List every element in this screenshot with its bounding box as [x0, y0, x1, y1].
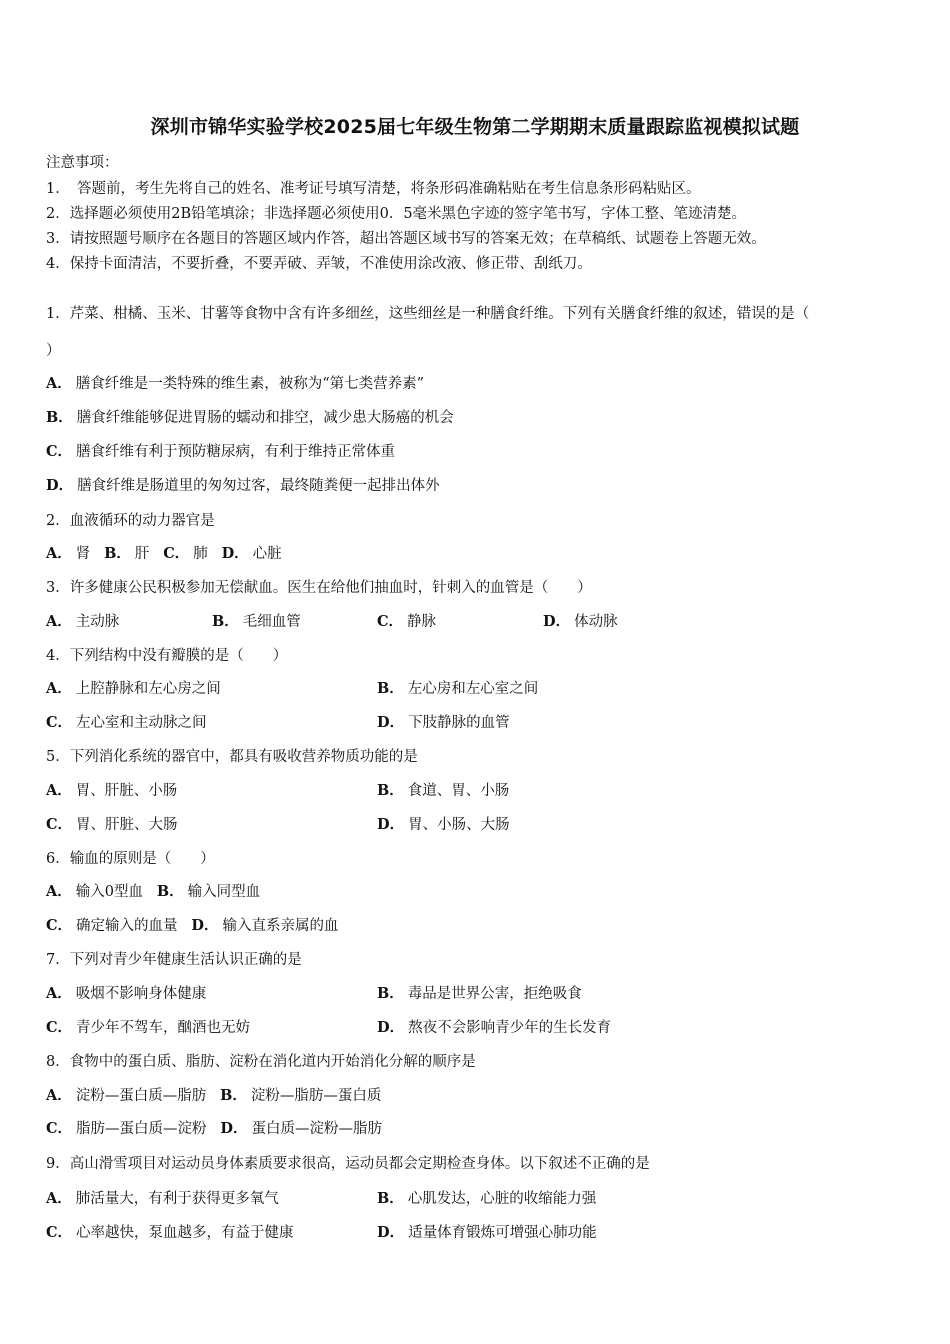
notice-item: 3．请按照题号顺序在各题目的答题区域内作答，超出答题区域书写的答案无效；在草稿纸、试题卷上答题无效。: [46, 231, 766, 247]
option-b[interactable]: [220, 1088, 381, 1104]
notice-item: 1． 答题前，考生先将自己的姓名、准考证号填写清楚，将条形码准确粘贴在考生信息条形码粘贴区。: [46, 181, 701, 197]
option-text: 上腔静脉和左心房之间: [75, 681, 221, 697]
option-text: 蛋白质—淀粉—脂肪: [251, 1121, 382, 1137]
notice-heading: 注意事项：: [46, 155, 119, 171]
option-label: C．: [46, 443, 73, 460]
option-text: 输入同型血: [187, 884, 261, 900]
option-label: B．: [46, 409, 73, 426]
option-c[interactable]: [46, 813, 178, 834]
option-d[interactable]: [191, 918, 338, 934]
option-text: 心脏: [252, 546, 282, 562]
option-b[interactable]: [377, 1187, 596, 1208]
option-label: A．: [46, 985, 72, 1002]
option-c[interactable]: [377, 610, 436, 631]
option-label: D．: [46, 477, 74, 494]
option-d[interactable]: [222, 546, 282, 562]
option-text: 静脉: [407, 614, 437, 630]
option-text: 输入0型血: [75, 884, 143, 900]
option-c[interactable]: [46, 918, 178, 934]
option-text: 食道、胃、小肠: [407, 783, 510, 799]
option-d[interactable]: [543, 610, 618, 631]
option-text: 膳食纤维是一类特殊的维生素，被称为“第七类营养素”: [75, 376, 425, 392]
option-b[interactable]: [46, 406, 454, 427]
option-label: A．: [46, 883, 72, 900]
option-label: C．: [46, 714, 73, 731]
option-d[interactable]: [220, 1121, 382, 1137]
option-text: 淀粉—蛋白质—脂肪: [75, 1088, 207, 1104]
option-text: 左心房和左心室之间: [407, 681, 539, 697]
option-label: B．: [377, 782, 404, 799]
option-a[interactable]: [46, 779, 177, 800]
option-label: D．: [220, 1120, 248, 1137]
option-label: C．: [377, 613, 404, 630]
page-title: 深圳市锦华实验学校2025届七年级生物第二学期期末质量跟踪监视模拟试题: [150, 116, 800, 138]
option-d[interactable]: [377, 1016, 611, 1037]
option-d[interactable]: [377, 813, 510, 834]
option-text: 淀粉—脂肪—蛋白质: [250, 1088, 382, 1104]
option-label: B．: [212, 613, 239, 630]
question-stem: 9．高山滑雪项目对运动员身体素质要求很高，运动员都会定期检查身体。以下叙述不正确的是: [46, 1156, 650, 1172]
question-stem-cont: ）: [46, 343, 61, 359]
option-label: C．: [163, 545, 190, 562]
question-stem: 8．食物中的蛋白质、脂肪、淀粉在消化道内开始消化分解的顺序是: [46, 1054, 476, 1070]
option-text: 胃、肝脏、大肠: [76, 817, 178, 833]
question-stem: 2．血液循环的动力器官是: [46, 513, 215, 529]
option-text: 毒品是世界公害，拒绝吸食: [407, 986, 582, 1002]
option-text: 确定输入的血量: [76, 918, 178, 934]
option-a[interactable]: [46, 884, 143, 900]
option-a[interactable]: [46, 610, 119, 631]
option-label: B．: [104, 545, 131, 562]
option-d[interactable]: [377, 711, 510, 732]
option-label: D．: [377, 1224, 405, 1241]
options-row: [46, 1117, 382, 1138]
option-text: 心率越快，泵血越多，有益于健康: [76, 1225, 294, 1241]
option-label: A．: [46, 782, 72, 799]
option-label: B．: [156, 883, 184, 900]
option-label: B．: [220, 1087, 247, 1104]
option-c[interactable]: [46, 1121, 207, 1137]
options-row: [46, 1084, 381, 1105]
option-label: D．: [377, 816, 405, 833]
option-b[interactable]: [212, 610, 301, 631]
question-stem: 5．下列消化系统的器官中，都具有吸收营养物质功能的是: [46, 749, 418, 765]
option-text: 膳食纤维有利于预防糖尿病，有利于维持正常体重: [76, 444, 396, 460]
option-text: 肾: [75, 546, 91, 562]
option-text: 胃、小肠、大肠: [408, 817, 510, 833]
option-label: B．: [377, 680, 404, 697]
option-c[interactable]: [46, 1221, 294, 1242]
option-b[interactable]: [104, 546, 149, 562]
notice-item: 4．保持卡面清洁，不要折叠，不要弄破、弄皱，不准使用涂改液、修正带、刮纸刀。: [46, 256, 592, 272]
option-label: D．: [221, 545, 249, 562]
option-a[interactable]: [46, 1088, 206, 1104]
option-label: D．: [377, 1019, 405, 1036]
option-a[interactable]: [46, 546, 90, 562]
option-a[interactable]: [46, 677, 221, 698]
option-text: 毛细血管: [242, 614, 301, 630]
option-label: A．: [46, 1087, 72, 1104]
option-text: 肺: [193, 546, 208, 562]
question-stem: 3．许多健康公民积极参加无偿献血。医生在给他们抽血时，针刺入的血管是（ ）: [46, 580, 592, 596]
option-text: 脂肪—蛋白质—淀粉: [76, 1121, 207, 1137]
option-text: 心肌发达，心脏的收缩能力强: [407, 1191, 597, 1207]
option-c[interactable]: [46, 440, 395, 461]
option-text: 吸烟不影响身体健康: [75, 986, 207, 1002]
option-text: 适量体育锻炼可增强心肺功能: [408, 1225, 597, 1241]
option-d[interactable]: [377, 1221, 597, 1242]
notice-item: 2．选择题必须使用2B铅笔填涂；非选择题必须使用0．5毫米黑色字迹的签字笔书写，字体工整、笔迹清楚。: [46, 206, 747, 222]
option-label: A．: [46, 545, 72, 562]
option-c[interactable]: [46, 711, 207, 732]
option-label: D．: [377, 714, 405, 731]
option-label: C．: [46, 1224, 73, 1241]
option-text: 体动脉: [574, 614, 618, 630]
option-b[interactable]: [377, 982, 582, 1003]
option-b[interactable]: [377, 779, 509, 800]
option-text: 膳食纤维是肠道里的匆匆过客，最终随粪便一起排出体外: [77, 478, 440, 494]
option-d[interactable]: [46, 474, 440, 495]
option-label: A．: [46, 1190, 72, 1207]
option-label: C．: [46, 816, 73, 833]
option-label: B．: [377, 985, 404, 1002]
question-stem: 4．下列结构中没有瓣膜的是（ ）: [46, 648, 288, 664]
option-a[interactable]: [46, 372, 424, 393]
options-row: [46, 880, 260, 901]
option-text: 胃、肝脏、小肠: [75, 783, 178, 799]
option-text: 肝: [134, 546, 150, 562]
option-label: C．: [46, 917, 73, 934]
option-text: 膳食纤维能够促进胃肠的蠕动和排空，减少患大肠癌的机会: [76, 410, 454, 426]
question-stem: 7．下列对青少年健康生活认识正确的是: [46, 952, 302, 968]
option-text: 左心室和主动脉之间: [76, 715, 207, 731]
option-a[interactable]: [46, 982, 206, 1003]
option-text: 主动脉: [75, 614, 120, 630]
option-a[interactable]: [46, 1187, 279, 1208]
option-text: 青少年不驾车，酗酒也无妨: [76, 1020, 251, 1036]
option-label: A．: [46, 375, 72, 392]
option-label: A．: [46, 613, 72, 630]
options-row: [46, 542, 282, 563]
option-text: 肺活量大，有利于获得更多氧气: [75, 1191, 279, 1207]
question-stem: 6．输血的原则是（ ）: [46, 851, 215, 867]
option-label: B．: [377, 1190, 404, 1207]
option-label: D．: [191, 917, 219, 934]
option-text: 熬夜不会影响青少年的生长发育: [408, 1020, 612, 1036]
question-stem: 1．芹菜、柑橘、玉米、甘薯等食物中含有许多细丝，这些细丝是一种膳食纤维。下列有关膳食纤维的叙述，错误的是（: [46, 306, 810, 322]
option-label: C．: [46, 1120, 73, 1137]
option-text: 输入直系亲属的血: [222, 918, 339, 934]
options-row: [46, 914, 338, 935]
option-label: C．: [46, 1019, 73, 1036]
option-b[interactable]: [377, 677, 538, 698]
option-text: 下肢静脉的血管: [408, 715, 510, 731]
option-c[interactable]: [46, 1016, 250, 1037]
option-label: D．: [543, 613, 571, 630]
option-label: A．: [46, 680, 72, 697]
option-c[interactable]: [163, 546, 208, 562]
option-b[interactable]: [157, 884, 260, 900]
